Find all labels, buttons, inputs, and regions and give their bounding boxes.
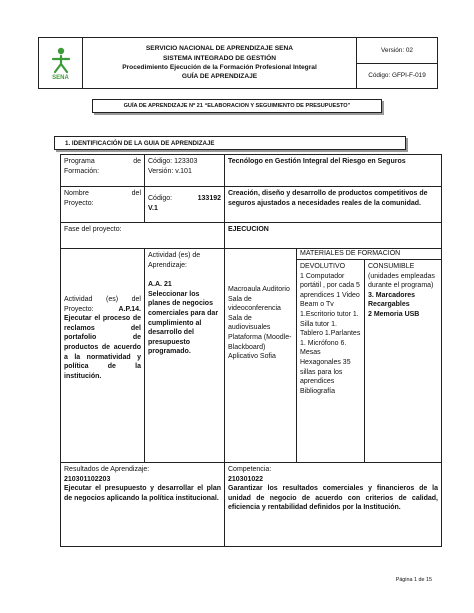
header-version: Versión: 02 (357, 38, 437, 64)
proyecto-version: V.1 (148, 204, 158, 212)
actividad-proyecto-label: Actividad (es) del Proyecto: (64, 296, 141, 313)
competencia-cell (225, 463, 441, 547)
consumible-text: (unidades empleadas durante el programa) (368, 272, 435, 290)
competencia-text: Garantizar los resultados comerciales y financieros de la unidad de negocio de acuerdo con criterios de calidad, eficiencia y rentabilidad definidos por la Institución. (228, 485, 438, 512)
programa-version: Versión: v.101 (148, 167, 192, 175)
proyecto-name: Creación, diseño y desarrollo de productos competitivos de seguros ajustados a necesidades reales de la comunidad. (228, 190, 428, 207)
actividad-aprendizaje-cell (145, 249, 225, 463)
header-code: Código: GFPI-F-019 (368, 72, 426, 80)
actividad-proyecto-code: A.P.14. (118, 305, 141, 313)
programa-label-a: Programa (64, 158, 95, 165)
proyecto-name-cell (225, 187, 441, 223)
consumible-cell (365, 260, 441, 463)
programa-code: Código: 123303 (148, 158, 198, 165)
actividad-proyecto-cell (61, 249, 145, 463)
competencia-label: Competencia: (228, 466, 272, 473)
header-title-line1: SERVICIO NACIONAL DE APRENDIZAJE SENA (145, 45, 294, 53)
resultados-text: Ejecutar el presupuesto y desarrollar el plan de negocios aplicando la política institucional. (64, 485, 221, 502)
identification-table (60, 154, 442, 547)
ambiente-text: Macroaula Auditorio Sala de videoconferencia Sala de audiovisuales Plataforma (Moodle-Blackboard) Aplicativo Sofia (228, 286, 292, 361)
proyecto-label-a: Nombre (64, 190, 89, 197)
header-title-line3: Procedimiento Ejecución de la Formación Profesional Integral (122, 64, 317, 71)
proyecto-code-label: Código: (148, 195, 173, 202)
ambiente-cell (225, 249, 297, 463)
resultados-cell (61, 463, 225, 547)
actividad-aprendizaje-label: Actividad (es) de Aprendizaje: (148, 252, 201, 269)
section-title-box: 1. IDENTIFICACIÓN DE LA GUIA DE APRENDIZAJE (54, 136, 406, 150)
programa-label-cell (61, 155, 145, 187)
devolutivo-title: DEVOLUTIVO (300, 263, 346, 270)
logo-text: SENA (52, 75, 69, 81)
page-footer: Página 1 de 15 (395, 577, 432, 583)
proyecto-label-cell (61, 187, 145, 223)
document-header (38, 37, 438, 89)
sena-logo (39, 38, 83, 88)
proyecto-code-value: 133192 (197, 195, 221, 202)
materiales-title: MATERIALES DE FORMACIÓN (300, 250, 401, 257)
sena-logo-icon (46, 45, 76, 75)
resultados-label: Resultados de Aprendizaje: (64, 466, 150, 473)
programa-code-cell (145, 155, 225, 187)
fase-value-cell (225, 223, 441, 249)
fase-value: EJECUCION (228, 226, 269, 233)
proyecto-label-c: Proyecto: (64, 199, 94, 207)
competencia-code: 210301022 (228, 475, 264, 483)
header-title-line4: GUÍA DE APRENDIZAJE (181, 73, 258, 81)
programa-label-b: de (133, 158, 141, 165)
proyecto-code-cell (145, 187, 225, 223)
header-title-line2: SISTEMA INTEGRADO DE GESTIÓN (163, 54, 276, 62)
programa-name-cell (225, 155, 441, 187)
consumible-item1: 3. Marcadores Recargables (368, 291, 416, 309)
programa-label-c: Formación: (64, 167, 100, 175)
proyecto-label-b: del (131, 190, 141, 197)
header-code-block (357, 38, 437, 88)
actividad-proyecto-text: Ejecutar el proceso de reclamos del portafolio de productos de acuerdo a la normatividad y política de la institución. (64, 315, 141, 380)
programa-name: Tecnólogo en Gestión Integral del Riesgo en Seguros (228, 158, 406, 165)
header-title (83, 38, 357, 88)
consumible-title: CONSUMIBLE (368, 263, 415, 270)
consumible-item2: 2 Memoria USB (368, 310, 420, 318)
actividad-aprendizaje-code: A.A. 21 (148, 281, 172, 289)
devolutivo-cell (297, 260, 365, 463)
fase-label: Fase del proyecto: (64, 226, 122, 233)
materiales-title-cell (297, 249, 441, 260)
fase-label-cell (61, 223, 225, 249)
actividad-aprendizaje-text: Seleccionar los planes de negocios comerciales para dar cumplimiento al desarrollo del presupuesto programado. (148, 290, 219, 356)
resultados-code: 210301102203 (64, 475, 111, 483)
devolutivo-text: 1 Computador portátil , por cada 5 aprendices 1 Video Beam o Tv 1.Escritorio tutor 1. Silla tutor 1. Tablero 1.Parlantes 1. Micrófono 6. Mesas Hexagonales 35 sillas para los aprendices Bibliografía (300, 272, 361, 395)
guide-title-box: GUÍA DE APRENDIZAJE Nº 21 “ELABORACION Y SEGUIMIENTO DE PRESUPUESTO” (92, 99, 382, 113)
